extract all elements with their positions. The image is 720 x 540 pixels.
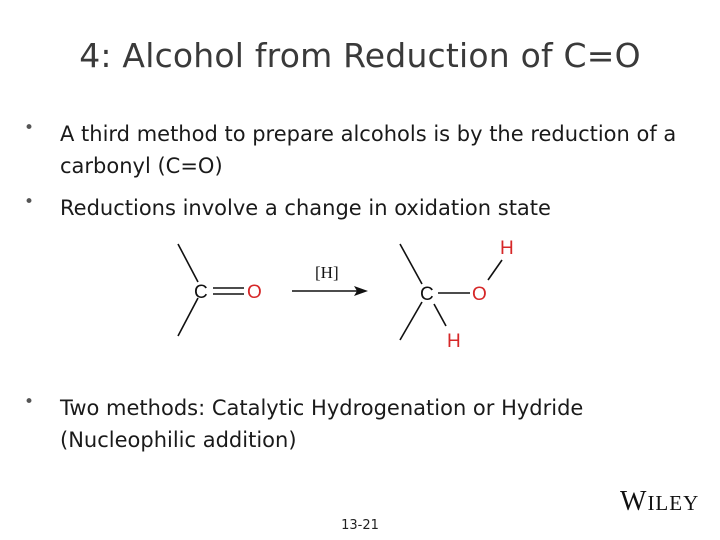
bullet-text: Two methods: Catalytic Hydrogenation or Hydride (Nucleophilic addition) <box>60 396 584 452</box>
hydroxyl-h-label: H <box>500 238 514 259</box>
reactant-carbon-label: C <box>194 282 208 303</box>
slide-title: 4: Alcohol from Reduction of C=O <box>79 36 641 75</box>
wiley-logo: WILEY <box>620 486 700 517</box>
reactant-bond-lower <box>178 298 198 336</box>
o-h-bond <box>488 260 502 280</box>
bullet-text: A third method to prepare alcohols is by the reduction of a carbonyl (C=O) <box>60 122 677 178</box>
page-number: 13-21 <box>341 518 379 533</box>
reagent-label: [H] <box>315 263 339 282</box>
bullet-marker: • <box>24 118 35 138</box>
bullet-marker: • <box>24 392 35 412</box>
c-h-bond <box>434 304 446 326</box>
reactant-bond-upper <box>178 244 198 282</box>
reactant-oxygen-label: O <box>247 282 262 303</box>
product-carbon-label: C <box>420 284 434 305</box>
added-h-label: H <box>447 331 461 352</box>
product-bond-upper <box>400 244 422 284</box>
product-bond-lower <box>400 302 422 340</box>
reaction-diagram <box>150 232 530 352</box>
bullet-text: Reductions involve a change in oxidation state <box>60 196 551 220</box>
product-oxygen-label: O <box>472 284 487 305</box>
bullet-marker: • <box>24 192 35 212</box>
